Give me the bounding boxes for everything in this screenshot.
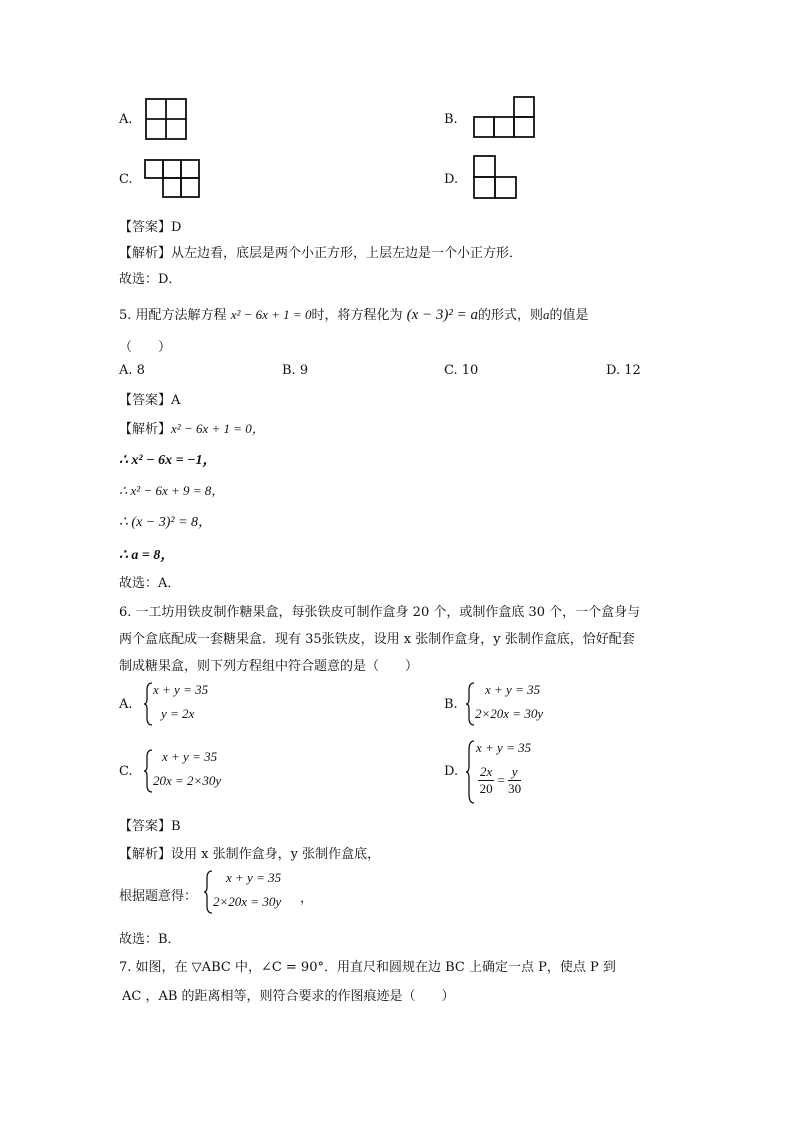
stem-text: 一工坊用铁皮制作糖果盒，每张铁皮可制作盒身 20 个，或制作盒底 30 个，一个盒身与 <box>135 605 641 620</box>
q4-analysis <box>119 242 522 261</box>
q6-option-a-eq1: x + y = 35 <box>153 682 209 697</box>
question-number: 5. <box>119 308 132 323</box>
answer-label: 【答案】 <box>119 393 172 408</box>
q6-line-1 <box>119 601 640 620</box>
q6-option-c-label: C. <box>119 764 133 779</box>
q7-line-2: AC ，AB 的距离相等，则符合要求的作图痕迹是（ ） <box>122 989 455 1004</box>
q4-conclusion: 故选：D． <box>119 272 182 287</box>
stem-text: 的值是 <box>549 308 589 323</box>
stem-text: 用配方法解方程 <box>135 308 227 323</box>
step-1: x² − 6x + 1 = 0， <box>171 421 265 436</box>
brace-icon <box>143 749 153 793</box>
answer-label: 【答案】 <box>119 819 172 834</box>
q5-choice-b: B. 9 <box>282 363 309 378</box>
q6-setup: 根据题意得： <box>119 889 198 904</box>
step-4: ∴ (x − 3)² = 8， <box>119 515 213 530</box>
step-5: ∴ a = 8， <box>119 548 175 563</box>
option-a-label: A. <box>119 112 133 127</box>
equation: x² − 6x + 1 = 0 <box>230 307 312 322</box>
q4-answer <box>119 216 181 235</box>
option-c-label: C. <box>119 172 133 187</box>
brace-icon <box>203 870 213 914</box>
q5-choice-d: D. 12 <box>606 363 641 378</box>
system-eq2: 2×20x = 30y <box>213 894 282 909</box>
q5-stem <box>119 304 589 324</box>
variable: a <box>543 307 550 322</box>
brace-icon <box>143 682 153 726</box>
option-d-figure <box>473 155 518 200</box>
q6-option-c-eq2: 20x = 2×30y <box>153 773 222 788</box>
system-eq1: x + y = 35 <box>226 870 282 885</box>
system-comma: ， <box>300 891 314 906</box>
equals-sign: = <box>497 772 505 788</box>
answer-value: B <box>171 819 181 834</box>
q5-conclusion: 故选：A． <box>119 576 181 591</box>
option-c-figure <box>144 158 200 199</box>
q6-option-d-label: D. <box>444 764 459 779</box>
q6-option-d-eq1: x + y = 35 <box>476 740 532 755</box>
stem-text: 的形式，则 <box>478 308 544 323</box>
q5-choice-a: A. 8 <box>119 363 145 378</box>
q6-option-b-eq1: x + y = 35 <box>485 682 541 697</box>
brace-icon <box>465 740 475 804</box>
numerator: 2x <box>480 764 493 779</box>
q6-option-a-label: A. <box>119 697 133 712</box>
q6-option-c-eq1: x + y = 35 <box>162 749 218 764</box>
denominator: 30 <box>508 781 522 796</box>
analysis-label: 【解析】 <box>119 422 172 437</box>
q6-option-d-eq2 <box>478 764 521 797</box>
option-d-label: D. <box>444 172 459 187</box>
q6-analysis <box>119 843 380 862</box>
step-3: ∴ x² − 6x + 9 = 8， <box>119 483 225 498</box>
q6-line-2: 两个盒底配成一套糖果盒．现有 35张铁皮，设用 x 张制作盒身，y 张制作盒底，恰好配套 <box>119 632 635 647</box>
q7-line-1 <box>119 956 616 975</box>
q6-line-3: 制成糖果盒，则下列方程组中符合题意的是（ ） <box>119 659 419 674</box>
analysis-label: 【解析】 <box>119 847 172 862</box>
stem-text: 如图，在 ▽ABC 中，∠C = 90°．用直尺和圆规在边 BC 上确定一点 P，使点 P 到 <box>135 960 616 975</box>
stem-text: 时，将方程化为 <box>311 308 403 323</box>
denominator: 20 <box>479 781 493 796</box>
q6-option-b-label: B. <box>444 697 458 712</box>
option-b-label: B. <box>444 112 458 127</box>
q6-conclusion: 故选：B． <box>119 932 181 947</box>
answer-value: A <box>171 393 181 408</box>
answer-value: D <box>171 220 182 235</box>
brace-icon <box>465 682 475 726</box>
target-form: (x − 3)² = a <box>406 307 479 323</box>
question-number: 6. <box>119 605 132 620</box>
q5-choice-c: C. 10 <box>444 363 479 378</box>
fraction <box>478 764 494 797</box>
step-2: ∴ x² − 6x = −1， <box>119 453 217 468</box>
q5-answer <box>119 389 180 408</box>
q6-answer <box>119 815 181 834</box>
q6-option-b-eq2: 2×20x = 30y <box>475 706 544 721</box>
option-b-figure <box>473 96 536 139</box>
q6-option-a-eq2: y = 2x <box>161 706 195 721</box>
answer-label: 【答案】 <box>119 220 172 235</box>
analysis-text: 从左边看，底层是两个小正方形，上层左边是一个小正方形． <box>171 246 523 261</box>
q5-analysis <box>119 418 265 437</box>
analysis-text: 设用 x 张制作盒身，y 张制作盒底， <box>171 847 381 862</box>
analysis-label: 【解析】 <box>119 246 172 261</box>
numerator: y <box>508 764 521 781</box>
fraction <box>508 764 521 797</box>
q5-paren: （ ） <box>119 340 172 355</box>
option-a-figure <box>145 98 187 140</box>
question-number: 7. <box>119 960 132 975</box>
